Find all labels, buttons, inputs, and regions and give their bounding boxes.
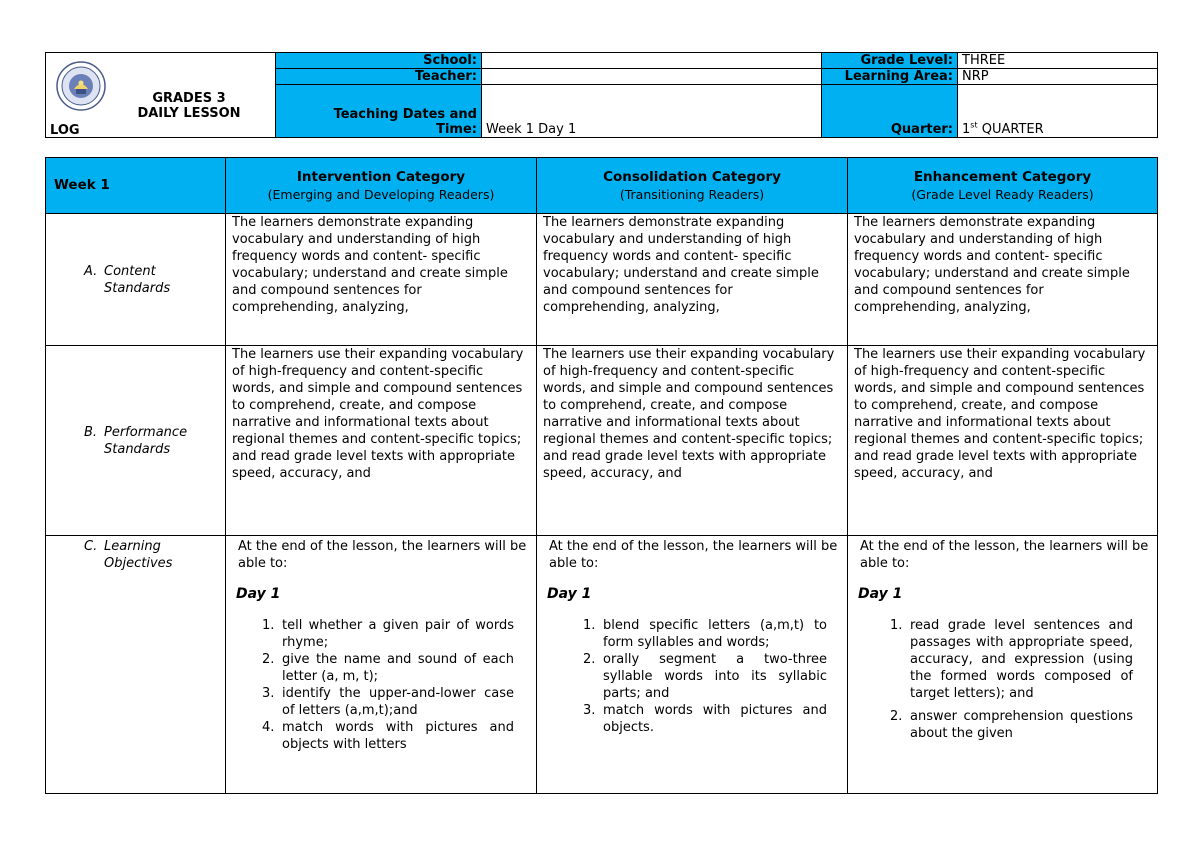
content-standards-consolidation [537, 214, 848, 346]
lesson-log-title [114, 91, 264, 121]
quarter-suffix: st [970, 120, 978, 130]
objectives-intro-consolidation: At the end of the lesson, the learners will be able to: [549, 539, 838, 571]
header-table [45, 52, 1158, 138]
list-item: 2. answer comprehension questions about the given [890, 709, 1133, 741]
objective-text: orally segment a two-three syllable words into its syllabic parts; and [603, 652, 827, 701]
learning-objectives-row [46, 536, 1158, 794]
list-item: 1. tell whether a given pair of words rhyme; [262, 618, 514, 650]
category-header-row [46, 158, 1158, 214]
teaching-dates-label-line1: Teaching Dates and [333, 107, 477, 122]
teaching-dates-label-line2: Time: [436, 122, 477, 137]
objectives-intro-enhancement: At the end of the lesson, the learners will be able to: [860, 539, 1149, 571]
title-line-3: LOG [50, 123, 80, 138]
objective-text: give the name and sound of each letter (a, m, t); [282, 652, 514, 684]
performance-standards-intervention [226, 346, 537, 536]
consolidation-category: Consolidation Category [603, 168, 781, 185]
objectives-list-enhancement [890, 617, 1133, 742]
header-logo-cell [46, 53, 276, 138]
objectives-list-intervention [262, 617, 514, 753]
consolidation-subtitle: (Transitioning Readers) [619, 186, 765, 202]
performance-standards-letter: B. [84, 424, 98, 440]
day-label-consolidation: Day 1 [547, 586, 592, 602]
content-text-intervention: The learners demonstrate expanding vocabulary and understanding of high frequency words and content- specific vocabulary; understand and create simple and compound sentences for comprehending, analyzing, [232, 215, 508, 315]
content-standards-enhancement [848, 214, 1158, 346]
day-label-enhancement: Day 1 [858, 586, 903, 602]
content-text-enhancement: The learners demonstrate expanding vocabulary and understanding of high frequency words and content- specific vocabulary; understand and create simple and compound sentences for comprehending, analyzing, [854, 215, 1130, 315]
title-line-1: GRADES 3 [152, 91, 226, 106]
learning-area-value[interactable]: NRP [958, 69, 1158, 85]
teaching-dates-label [276, 85, 482, 138]
week-label: Week 1 [46, 158, 226, 214]
list-item: 1. blend specific letters (a,m,t) to form syllables and words; [583, 618, 827, 650]
grade-level-label: Grade Level: [822, 53, 958, 69]
teacher-value[interactable] [482, 69, 822, 85]
list-item: 3. match words with pictures and objects. [583, 703, 827, 735]
performance-standards-enhancement [848, 346, 1158, 536]
objective-text: answer comprehension questions about the given [910, 709, 1133, 741]
objective-text: identify the upper-and-lower case of letters (a,m,t);and [282, 686, 514, 718]
objective-text: read grade level sentences and passages with appropriate speed, accuracy, and expression (using the formed words composed of target letters); and [910, 618, 1133, 701]
objective-text: match words with pictures and objects with letters [282, 720, 514, 752]
list-item: 2. give the name and sound of each letter (a, m, t); [262, 652, 514, 684]
grade-level-value[interactable]: THREE [958, 53, 1158, 69]
learning-objectives-letter: C. [84, 539, 98, 554]
objectives-enhancement [848, 536, 1158, 794]
school-value[interactable] [482, 53, 822, 69]
objective-text: match words with pictures and objects. [603, 703, 827, 735]
objective-text: tell whether a given pair of words rhyme; [282, 618, 514, 650]
performance-text-intervention: The learners use their expanding vocabulary of high-frequency and content-specific words, and simple and compound sentences to comprehend, create, and compose narrative and informational texts about regional themes and content-specific topics; and read grade level texts with appropriate speed, accuracy, and [232, 347, 524, 481]
performance-text-consolidation: The learners use their expanding vocabulary of high-frequency and content-specific words, and simple and compound sentences to comprehend, create, and compose narrative and informational texts about regional themes and content-specific topics; and read grade level texts with appropriate speed, accuracy, and [543, 347, 835, 481]
quarter-number: 1 [962, 122, 971, 137]
enhancement-subtitle: (Grade Level Ready Readers) [911, 186, 1094, 202]
content-standards-letter: A. [84, 263, 98, 279]
enhancement-category: Enhancement Category [913, 168, 1092, 185]
content-standards-label [46, 214, 226, 346]
enhancement-header [848, 158, 1158, 214]
list-item: 3. identify the upper-and-lower case of letters (a,m,t);and [262, 686, 514, 718]
objectives-intervention [226, 536, 537, 794]
lesson-table [45, 157, 1158, 794]
intervention-category: Intervention Category [296, 168, 466, 185]
performance-standards-text: Performance Standards [104, 424, 188, 457]
consolidation-header [537, 158, 848, 214]
list-item: 1. read grade level sentences and passages with appropriate speed, accuracy, and expression (using the formed words composed of target letters); and [890, 618, 1133, 701]
intervention-header [226, 158, 537, 214]
teacher-label: Teacher: [276, 69, 482, 85]
deped-seal-icon [56, 61, 106, 111]
content-standards-text: Content Standards [104, 263, 171, 296]
content-standards-intervention [226, 214, 537, 346]
content-standards-row [46, 214, 1158, 346]
objectives-consolidation [537, 536, 848, 794]
performance-standards-label [46, 346, 226, 536]
learning-objectives-label [46, 536, 226, 794]
objectives-intro-intervention: At the end of the lesson, the learners will be able to: [238, 539, 527, 571]
objectives-list-consolidation [583, 617, 827, 736]
list-item: 2. orally segment a two-three syllable words into its syllabic parts; and [583, 652, 827, 701]
quarter-value[interactable] [958, 85, 1158, 138]
learning-area-label: Learning Area: [822, 69, 958, 85]
performance-text-enhancement: The learners use their expanding vocabulary of high-frequency and content-specific words, and simple and compound sentences to comprehend, create, and compose narrative and informational texts about regional themes and content-specific topics; and read grade level texts with appropriate speed, accuracy, and [854, 347, 1146, 481]
school-label: School: [276, 53, 482, 69]
teaching-dates-value[interactable]: Week 1 Day 1 [482, 85, 822, 138]
quarter-word: QUARTER [981, 122, 1044, 137]
list-item: 4. match words with pictures and objects with letters [262, 720, 514, 752]
performance-standards-row [46, 346, 1158, 536]
day-label-intervention: Day 1 [236, 586, 281, 602]
quarter-label: Quarter: [822, 85, 958, 138]
title-line-2: DAILY LESSON [137, 106, 241, 121]
objective-text: blend specific letters (a,m,t) to form syllables and words; [603, 618, 827, 650]
intervention-subtitle: (Emerging and Developing Readers) [267, 186, 495, 202]
content-text-consolidation: The learners demonstrate expanding vocabulary and understanding of high frequency words and content- specific vocabulary; understand and create simple and compound sentences for comprehending, analyzing, [543, 215, 819, 315]
performance-standards-consolidation [537, 346, 848, 536]
learning-objectives-text: Learning Objectives [104, 539, 173, 571]
